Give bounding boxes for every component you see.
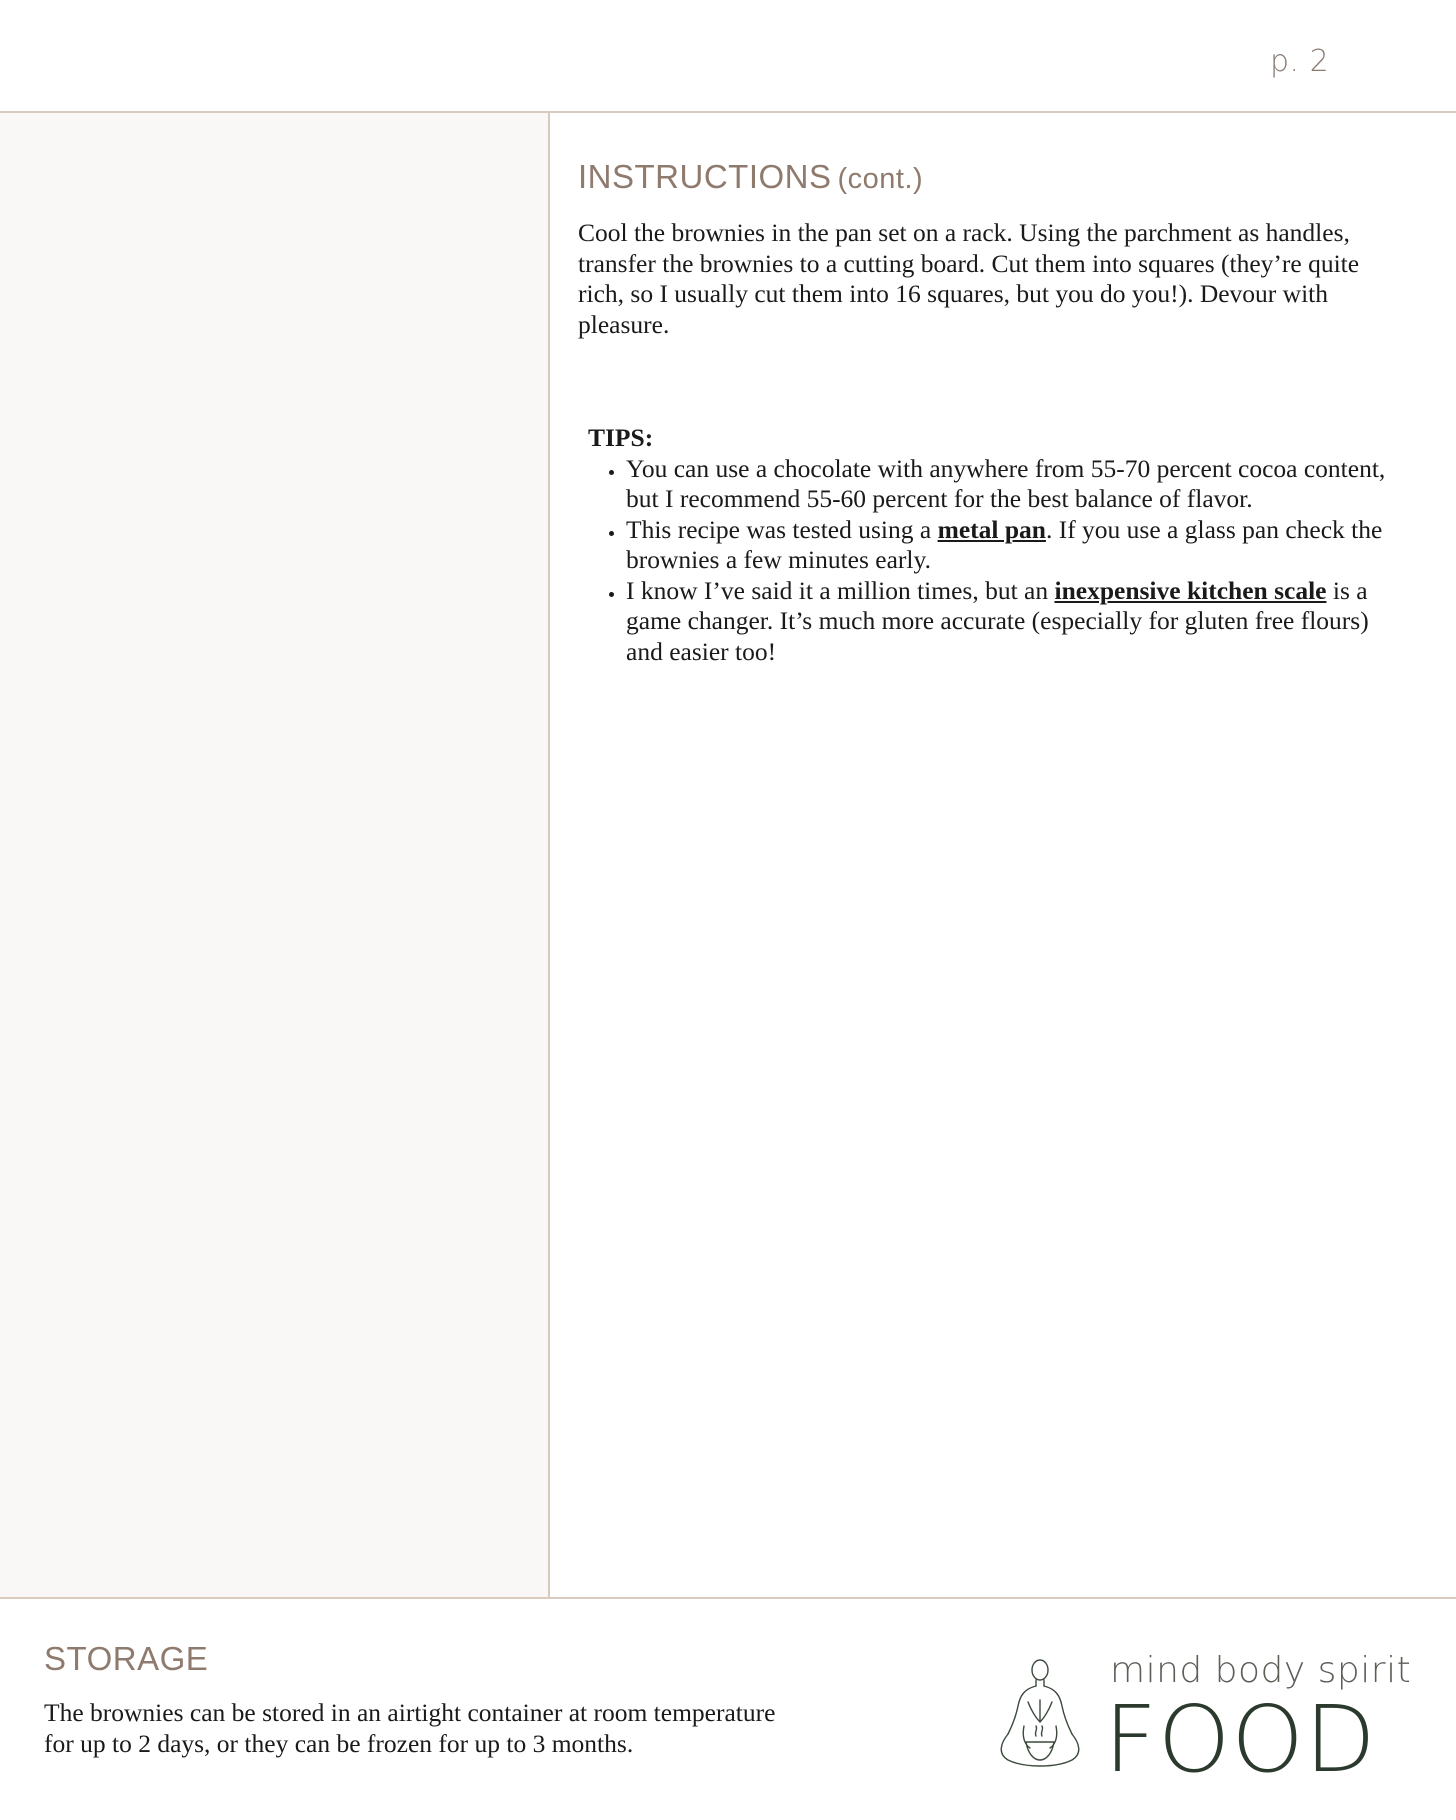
instructions-heading-suffix: (cont.) xyxy=(837,163,924,195)
column-divider xyxy=(548,113,550,1597)
tip-text: I know I’ve said it a million times, but an xyxy=(626,575,1055,605)
logo-tagline: mind body spirit xyxy=(1110,1650,1412,1691)
tip-text: You can use a chocolate with anywhere from 55-70 percent cocoa content, but I recommend 55-60 percent for the best balance of flavor. xyxy=(626,453,1386,513)
tip-item-kitchen-scale xyxy=(626,576,1398,668)
tips-title: TIPS: xyxy=(588,423,654,452)
bottom-divider xyxy=(0,1597,1456,1599)
metal-pan-link[interactable]: metal pan xyxy=(937,514,1046,544)
tip-text: is a game changer. It’s much more accurate (especially for gluten free flours) and easier too! xyxy=(626,575,1369,666)
logo-wordmark: FOOD xyxy=(1104,1686,1377,1793)
page-number: p. 2 xyxy=(1270,44,1330,79)
instructions-section xyxy=(578,158,1398,340)
brand-logo xyxy=(990,1650,1412,1793)
left-image-panel xyxy=(0,113,548,1597)
kitchen-scale-link[interactable]: inexpensive kitchen scale xyxy=(1054,575,1327,605)
tip-text: This recipe was tested using a xyxy=(626,514,938,544)
storage-section xyxy=(44,1640,804,1759)
tips-list xyxy=(588,454,1398,668)
storage-body: The brownies can be stored in an airtight container at room temperature for up to 2 days, or they can be frozen for up to 3 months. xyxy=(44,1698,776,1758)
tip-item-chocolate xyxy=(626,454,1398,515)
tip-item-metal-pan xyxy=(626,515,1398,576)
instructions-body: Cool the brownies in the pan set on a rack. Using the parchment as handles, transfer the brownies to a cutting board. Cut them into squares (they’re quite rich, so I usually cut them into 16 squares, but you do you!). Devour with pleasure. xyxy=(578,218,1360,339)
meditating-figure-icon xyxy=(994,1656,1086,1778)
instructions-heading xyxy=(578,158,1398,196)
tips-section xyxy=(588,423,1398,667)
storage-heading: STORAGE xyxy=(44,1640,209,1677)
tip-text: . If you use a glass pan check the brownies a few minutes early. xyxy=(626,514,1383,574)
instructions-heading-text: INSTRUCTIONS xyxy=(578,158,832,195)
